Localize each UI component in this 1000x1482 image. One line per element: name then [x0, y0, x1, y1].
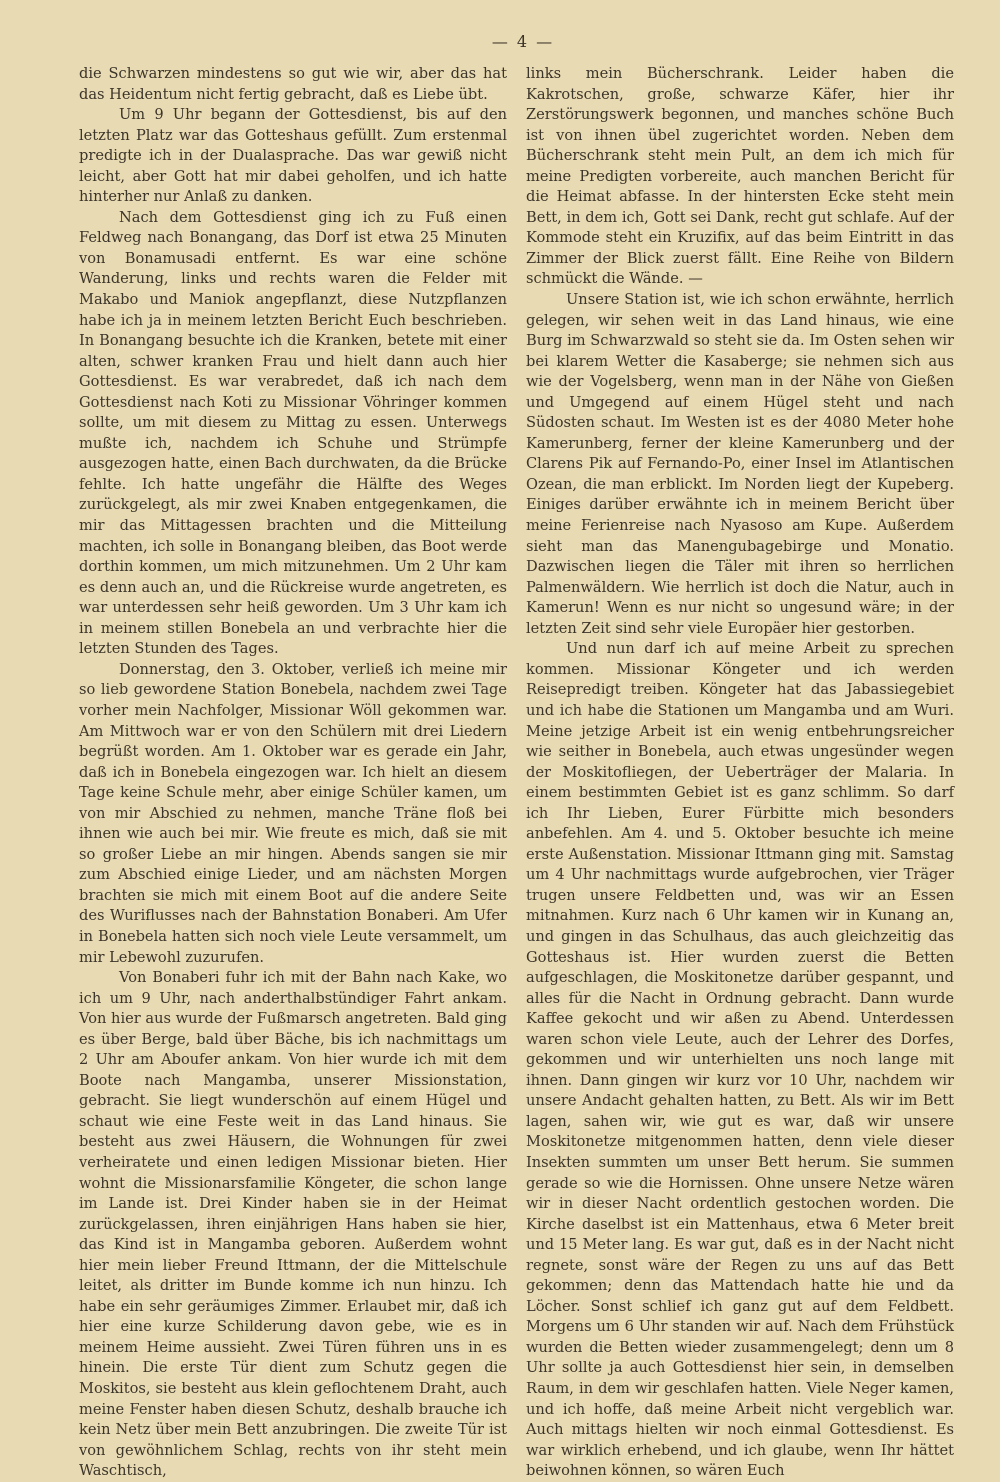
paragraph: Um 9 Uhr begann der Gottesdienst, bis auf den letzten Platz war das Gotteshaus gefüllt. Zum erstenmal predigte ich in der Dualasprache. Das war gewiß nicht leicht, aber Gott hat mir dabei geholfen, und ich hatte hinterher nur Anlaß zu danken.	[79, 106, 507, 206]
left-column	[79, 64, 507, 1482]
paragraph: Von Bonaberi fuhr ich mit der Bahn nach Kake, wo ich um 9 Uhr, nach anderthalbstündiger Fahrt ankam. Von hier aus wurde der Fußmarsch angetreten. Bald ging es über Berge, bald über Bäche, bis ich nachmittags um 2 Uhr am Aboufer ankam. Von hier wurde ich mit dem Boote nach Mangamba, unserer Missionstation, gebracht. Sie liegt wunderschön auf einem Hügel und schaut wie eine Feste weit in das Land hinaus. Sie besteht aus zwei Häusern, die Wohnungen für zwei verheiratete und einen ledigen Missionar bieten. Hier wohnt die Missionarsfamilie Köngeter, die schon lange im Lande ist. Drei Kinder haben sie in der Heimat zurückgelassen, ihren einjährigen Hans haben sie hier, das Kind ist in Mangamba geboren. Außerdem wohnt hier mein lieber Freund Ittmann, der die Mittelschule leitet, als dritter im Bunde komme ich nun hinzu. Ich habe ein sehr geräumiges Zimmer. Erlaubet mir, daß ich hier eine kurze Schilderung davon gebe, wie es in meinem Heime aussieht. Zwei Türen führen uns in es hinein. Die erste Tür dient zum Schutz gegen die Moskitos, sie besteht aus klein geflochtenem Draht, auch meine Fenster haben diesen Schutz, deshalb brauche ich kein Netz über mein Bett anzubringen. Die zweite Tür ist von gewöhnlichem Schlag, rechts von ihr steht mein Waschtisch,	[79, 969, 507, 1480]
paragraph: Unsere Station ist, wie ich schon erwähnte, herrlich gelegen, wir sehen weit in das Land hinaus, wie eine Burg im Schwarzwald so steht sie da. Im Osten sehen wir bei klarem Wetter die Kasaberge; sie nehmen sich aus wie der Vogelsberg, wenn man in der Nähe von Gießen und Umgegend auf einem Hügel steht und nach Südosten schaut. Im Westen ist es der 4080 Meter hohe Kamerunberg, ferner der kleine Kamerunberg und der Clarens Pik auf Fernando-Po, einer Insel im Atlantischen Ozean, die man erblickt. Im Norden liegt der Kupeberg. Einiges darüber erwähnte ich in meinem Bericht über meine Ferienreise nach Nyasoso am Kupe. Außerdem sieht man das Manengubagebirge und Monatio. Dazwischen liegen die Täler mit ihren so herrlichen Palmenwäldern. Wie herrlich ist doch die Natur, auch in Kamerun! Wenn es nur nicht so ungesund wäre; in der letzten Zeit sind sehr viele Europäer hier gestorben.	[526, 291, 954, 637]
paragraph: Donnerstag, den 3. Oktober, verließ ich meine mir so lieb gewordene Station Bonebela, nachdem zwei Tage vorher mein Nachfolger, Missionar Wöll gekommen war. Am Mittwoch war er von den Schülern mit drei Liedern begrüßt worden. Am 1. Oktober war es gerade ein Jahr, daß ich in Bonebela eingezogen war. Ich hielt an diesem Tage keine Schule mehr, aber einige Schüler kamen, um von mir Abschied zu nehmen, manche Träne floß bei ihnen wie auch bei mir. Wie freute es mich, daß sie mit so großer Liebe an mir hingen. Abends sangen sie mir zum Abschied einige Lieder, und am nächsten Morgen brachten sie mich mit einem Boot auf die andere Seite des Wuriflusses nach der Bahnstation Bonaberi. Am Ufer in Bonebela hatten sich noch viele Leute versammelt, um mir Lebewohl zuzurufen.	[79, 660, 507, 966]
paragraph: links mein Bücherschrank. Leider haben die Kakrotschen, große, schwarze Käfer, hier ihr Zerstörungswerk begonnen, und manches schöne Buch ist von ihnen übel zugerichtet worden. Neben dem Bücherschrank steht mein Pult, an dem ich mich für meine Predigten vorbereite, auch manchen Bericht für die Heimat abfasse. In der hintersten Ecke steht mein Bett, in dem ich, Gott sei Dank, recht gut schlafe. Auf der Kommode steht ein Kruzifix, auf das beim Eintritt in das Zimmer der Blick zuerst fällt. Eine Reihe von Bildern schmückt die Wände. —	[526, 65, 954, 288]
paragraph: Nach dem Gottesdienst ging ich zu Fuß einen Feldweg nach Bonangang, das Dorf ist etwa 25 Minuten von Bonamusadi entfernt. Es war eine schöne Wanderung, links und rechts waren die Felder mit Makabo und Maniok angepflanzt, diese Nutzpflanzen habe ich ja in meinem letzten Bericht Euch beschrieben. In Bonangang besuchte ich die Kranken, betete mit einer alten, schwer kranken Frau und hielt dann auch hier Gottesdienst. Es war verabredet, daß ich nach dem Gottesdienst nach Koti zu Missionar Vöhringer kommen sollte, um mit diesem zu Mittag zu essen. Unterwegs mußte ich, nachdem ich Schuhe und Strümpfe ausgezogen hatte, einen Bach durchwaten, da die Brücke fehlte. Ich hatte ungefähr die Hälfte des Weges zurückgelegt, als mir zwei Knaben entgegenkamen, die mir das Mittagessen brachten und die Mitteilung machten, ich solle in Bonangang bleiben, das Boot werde dorthin kommen, um mich mitzunehmen. Um 2 Uhr kam es denn auch an, und die Rückreise wurde angetreten, es war unterdessen sehr heiß geworden. Um 3 Uhr kam ich in meinem stillen Bonebela an und verbrachte hier die letzten Stunden des Tages.	[79, 208, 507, 658]
page-number: — 4 —	[491, 32, 555, 51]
paragraph: die Schwarzen mindestens so gut wie wir, aber das hat das Heidentum nicht fertig gebracht, daß es Liebe übt.	[79, 65, 507, 103]
paragraph: Und nun darf ich auf meine Arbeit zu sprechen kommen. Missionar Köngeter und ich werden Reisepredigt treiben. Köngeter hat das Jabassiegebiet und ich habe die Stationen um Mangamba und am Wuri. Meine jetzige Arbeit ist ein wenig entbehrungsreicher wie seither in Bonebela, auch etwas ungesünder wegen der Moskitofliegen, der Ueberträger der Malaria. In einem bestimmten Gebiet ist es ganz schlimm. So darf ich Ihr Lieben, Eurer Fürbitte mich besonders anbefehlen. Am 4. und 5. Oktober besuchte ich meine erste Außenstation. Missionar Ittmann ging mit. Samstag um 4 Uhr nachmittags wurde aufgebrochen, vier Träger trugen unsere Feldbetten und, was wir an Essen mitnahmen. Kurz nach 6 Uhr kamen wir in Kunang an, und gingen in das Schulhaus, das auch gleichzeitig das Gotteshaus ist. Hier wurden zuerst die Betten aufgeschlagen, die Moskitonetze darüber gespannt, und alles für die Nacht in Ordnung gebracht. Dann wurde Kaffee gekocht und wir aßen zu Abend. Unterdessen waren schon viele Leute, auch der Lehrer des Dorfes, gekommen und wir unterhielten uns noch lange mit ihnen. Dann gingen wir kurz vor 10 Uhr, nachdem wir unsere Andacht gehalten hatten, zu Bett. Als wir im Bett lagen, sahen wir, wie gut es war, daß wir unsere Moskitonetze mitgenommen hatten, denn viele dieser Insekten summten um unser Bett herum. Sie summen gerade so wie die Hornissen. Ohne unsere Netze wären wir in dieser Nacht ordentlich gestochen worden. Die Kirche daselbst ist ein Mattenhaus, etwa 6 Meter breit und 15 Meter lang. Es war gut, daß es in der Nacht nicht regnete, sonst wäre der Regen zu uns auf das Bett gekommen; denn das Mattendach hatte hie und da Löcher. Sonst schlief ich ganz gut auf dem Feldbett. Morgens um 6 Uhr standen wir auf. Nach dem Frühstück wurden die Betten wieder zusammengelegt; denn um 8 Uhr sollte ja auch Gottesdienst hier sein, in demselben Raum, in dem wir geschlafen hatten. Viele Neger kamen, und ich hoffe, daß meine Arbeit nicht vergeblich war. Auch mittags hielten wir noch einmal Gottesdienst. Es war wirklich erhebend, und ich glaube, wenn Ihr hättet beiwohnen können, so wären Euch	[526, 640, 954, 1480]
right-column	[526, 64, 954, 1482]
